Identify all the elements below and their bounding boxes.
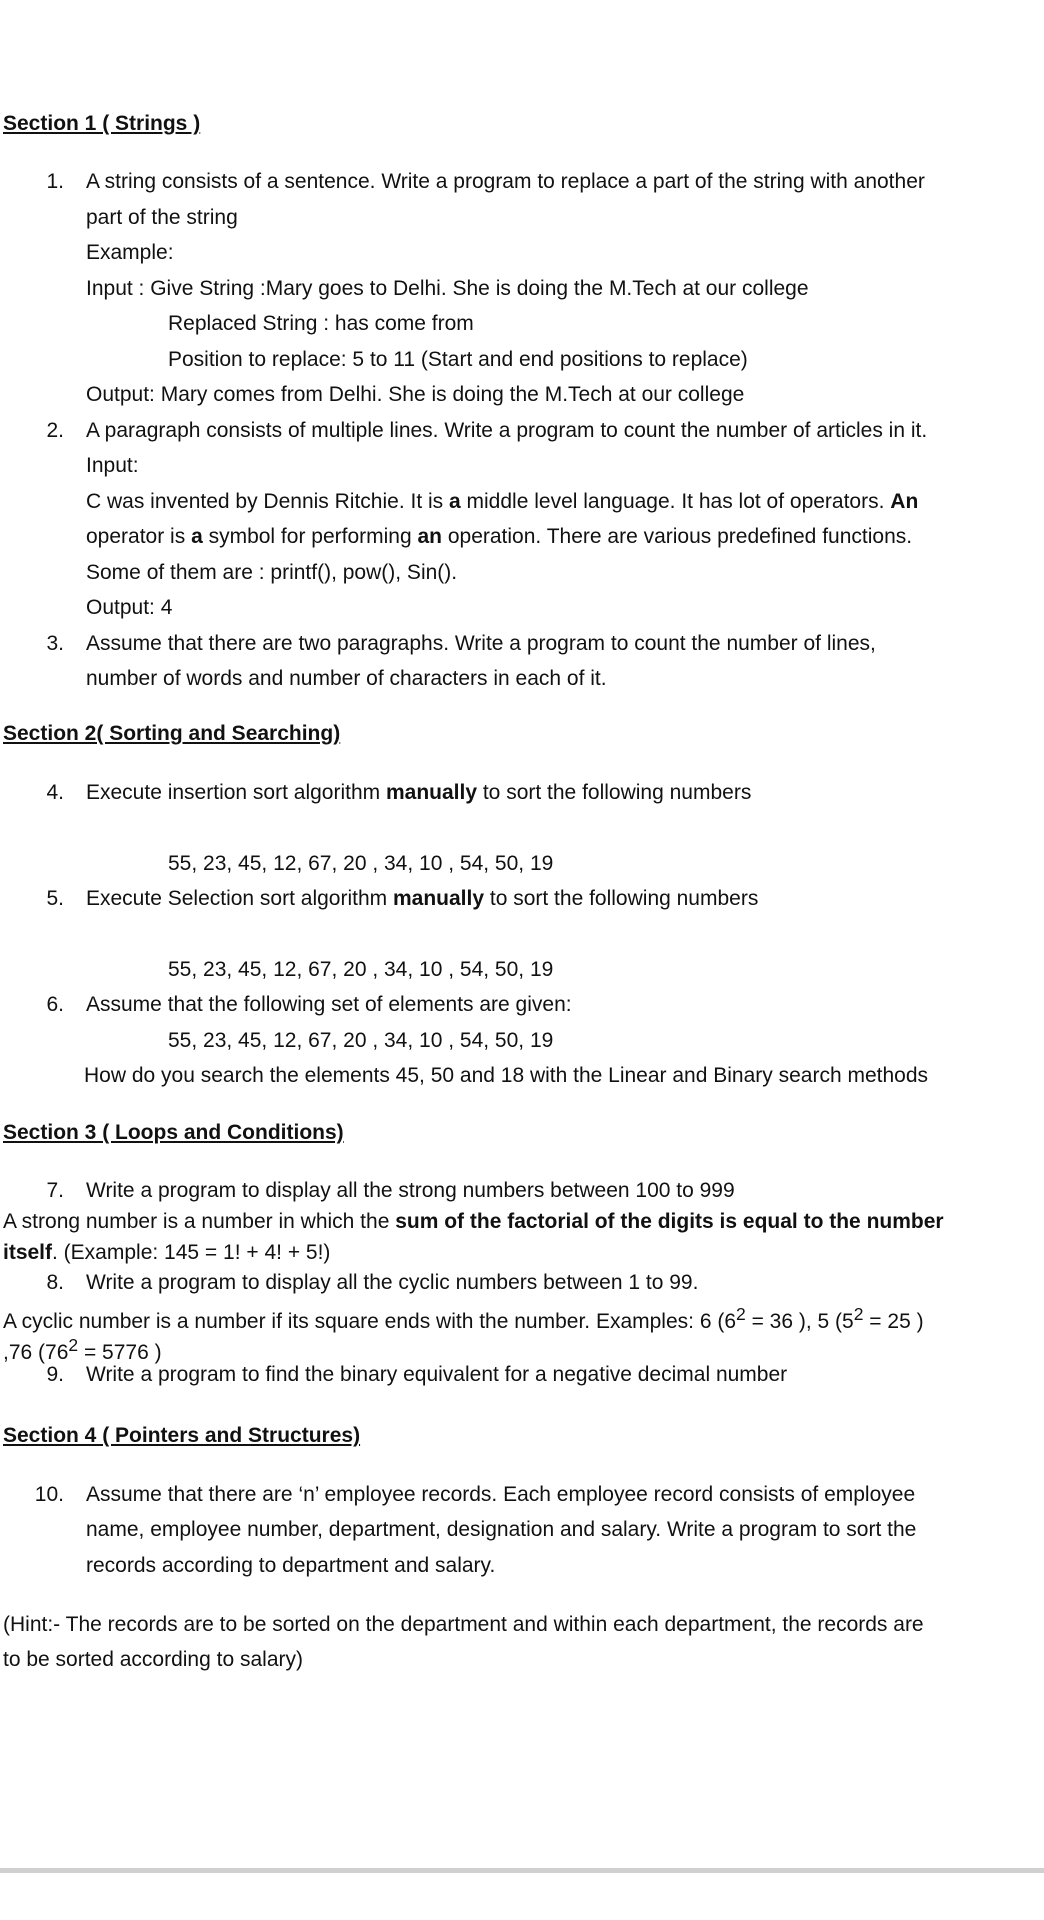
item-number-5: 5. bbox=[46, 887, 64, 910]
q8-line-1: Write a program to display all the cyclic numbers between 1 to 99. bbox=[86, 1271, 699, 1294]
q7-line-1: Write a program to display all the strong numbers between 100 to 999 bbox=[86, 1179, 735, 1202]
q2-line-1: A paragraph consists of multiple lines. Write a program to count the number of articles in it. bbox=[86, 419, 928, 442]
q7-definition-line-1 bbox=[3, 1209, 944, 1235]
q2-text-1c: middle level language. It has lot of operators. bbox=[460, 490, 891, 513]
q2-input-label: Input: bbox=[86, 454, 139, 477]
q8-definition-line-2 bbox=[3, 1332, 162, 1366]
q2-input-line-1 bbox=[86, 489, 918, 515]
q3-line-1: Assume that there are two paragraphs. Write a program to count the number of lines, bbox=[86, 632, 876, 655]
q7-def-bold: sum of the factorial of the digits is equal to the number bbox=[395, 1210, 944, 1233]
item-number-9: 9. bbox=[46, 1363, 64, 1386]
item-number-10: 10. bbox=[34, 1483, 64, 1506]
q6-line-1: Assume that the following set of elements are given: bbox=[86, 993, 572, 1016]
q8-def-text-a: A cyclic number is a number if its square ends with the number. Examples: 6 (6 bbox=[3, 1310, 737, 1333]
item-number-8: 8. bbox=[46, 1271, 64, 1294]
q2-output-line: Output: 4 bbox=[86, 596, 173, 619]
q7-def-example: . (Example: 145 = 1! + 4! + 5!) bbox=[52, 1241, 331, 1264]
section-4-heading: Section 4 ( Pointers and Structures) bbox=[3, 1424, 361, 1447]
q2-article-an-1: An bbox=[890, 490, 919, 513]
q7-def-itself: itself bbox=[3, 1241, 53, 1264]
q1-example-label: Example: bbox=[86, 241, 174, 264]
q8-sup-3: 2 bbox=[68, 1335, 79, 1355]
q2-article-a-2: a bbox=[191, 525, 203, 548]
q5-text-c: to sort the following numbers bbox=[484, 887, 759, 910]
q8-sup-2: 2 bbox=[853, 1304, 864, 1324]
q2-article-a-1: a bbox=[449, 490, 461, 513]
item-number-3: 3. bbox=[46, 632, 64, 655]
q1-line-2: part of the string bbox=[86, 206, 238, 229]
q8-definition-line-1 bbox=[3, 1301, 924, 1335]
q2-article-an-2: an bbox=[417, 525, 443, 548]
section-1-heading: Section 1 ( Strings ) bbox=[3, 112, 201, 135]
q10-line-2: name, employee number, department, designation and salary. Write a program to sort the bbox=[86, 1518, 917, 1541]
q2-input-line-2 bbox=[86, 524, 912, 550]
q9-line-1: Write a program to find the binary equivalent for a negative decimal number bbox=[86, 1363, 788, 1386]
item-number-7: 7. bbox=[46, 1179, 64, 1202]
q8-def-text-b: = 36 ), 5 (5 bbox=[745, 1310, 854, 1333]
q8-def-text-c: = 25 ) bbox=[863, 1310, 924, 1333]
q10-line-1: Assume that there are ‘n’ employee records. Each employee record consists of employee bbox=[86, 1483, 916, 1506]
q1-position-line: Position to replace: 5 to 11 (Start and end positions to replace) bbox=[168, 348, 748, 371]
q1-input-line: Input : Give String :Mary goes to Delhi. She is doing the M.Tech at our college bbox=[86, 277, 809, 300]
q2-text-2c: symbol for performing bbox=[202, 525, 418, 548]
q4-text-a: Execute insertion sort algorithm bbox=[86, 781, 386, 804]
q4-text-c: to sort the following numbers bbox=[477, 781, 752, 804]
item-number-2: 2. bbox=[46, 419, 64, 442]
hint-line-2: to be sorted according to salary) bbox=[3, 1648, 303, 1671]
q2-text-2e: operation. There are various predefined functions. bbox=[442, 525, 913, 548]
q8-sup-1: 2 bbox=[736, 1304, 746, 1324]
q4-number-list: 55, 23, 45, 12, 67, 20 , 34, 10 , 54, 50, 19 bbox=[168, 852, 554, 875]
q7-definition-line-2 bbox=[3, 1240, 330, 1266]
q4-manually: manually bbox=[385, 781, 478, 804]
q5-line bbox=[86, 886, 758, 912]
q1-replaced-string-line: Replaced String : has come from bbox=[168, 312, 474, 335]
item-number-4: 4. bbox=[46, 781, 64, 804]
q5-number-list: 55, 23, 45, 12, 67, 20 , 34, 10 , 54, 50, 19 bbox=[168, 958, 554, 981]
item-number-1: 1. bbox=[46, 170, 64, 193]
item-number-6: 6. bbox=[46, 993, 64, 1016]
q7-def-text-a: A strong number is a number in which the bbox=[3, 1210, 396, 1233]
q2-input-line-3: Some of them are : printf(), pow(), Sin(). bbox=[86, 561, 458, 584]
q8-def-text-e: = 5776 ) bbox=[78, 1341, 162, 1364]
q2-text-2a: operator is bbox=[86, 525, 192, 548]
section-2-heading: Section 2( Sorting and Searching) bbox=[3, 722, 341, 745]
bottom-divider bbox=[0, 1868, 1044, 1873]
q1-line-1: A string consists of a sentence. Write a program to replace a part of the string with another bbox=[86, 170, 925, 193]
q1-output-line: Output: Mary comes from Delhi. She is doing the M.Tech at our college bbox=[86, 383, 745, 406]
hint-line-1: (Hint:- The records are to be sorted on the department and within each department, the records are bbox=[3, 1613, 924, 1636]
section-3-heading: Section 3 ( Loops and Conditions) bbox=[3, 1121, 344, 1144]
q2-text-1a: C was invented by Dennis Ritchie. It is bbox=[86, 490, 449, 513]
q10-line-3: records according to department and salary. bbox=[86, 1554, 496, 1577]
q6-line-3: How do you search the elements 45, 50 and 18 with the Linear and Binary search methods bbox=[84, 1064, 929, 1087]
q4-line bbox=[86, 780, 751, 806]
q5-text-a: Execute Selection sort algorithm bbox=[86, 887, 393, 910]
q6-number-list: 55, 23, 45, 12, 67, 20 , 34, 10 , 54, 50, 19 bbox=[168, 1029, 554, 1052]
q3-line-2: number of words and number of characters in each of it. bbox=[86, 667, 607, 690]
q8-def-text-d: ,76 (76 bbox=[3, 1341, 69, 1364]
q5-manually: manually bbox=[392, 887, 485, 910]
